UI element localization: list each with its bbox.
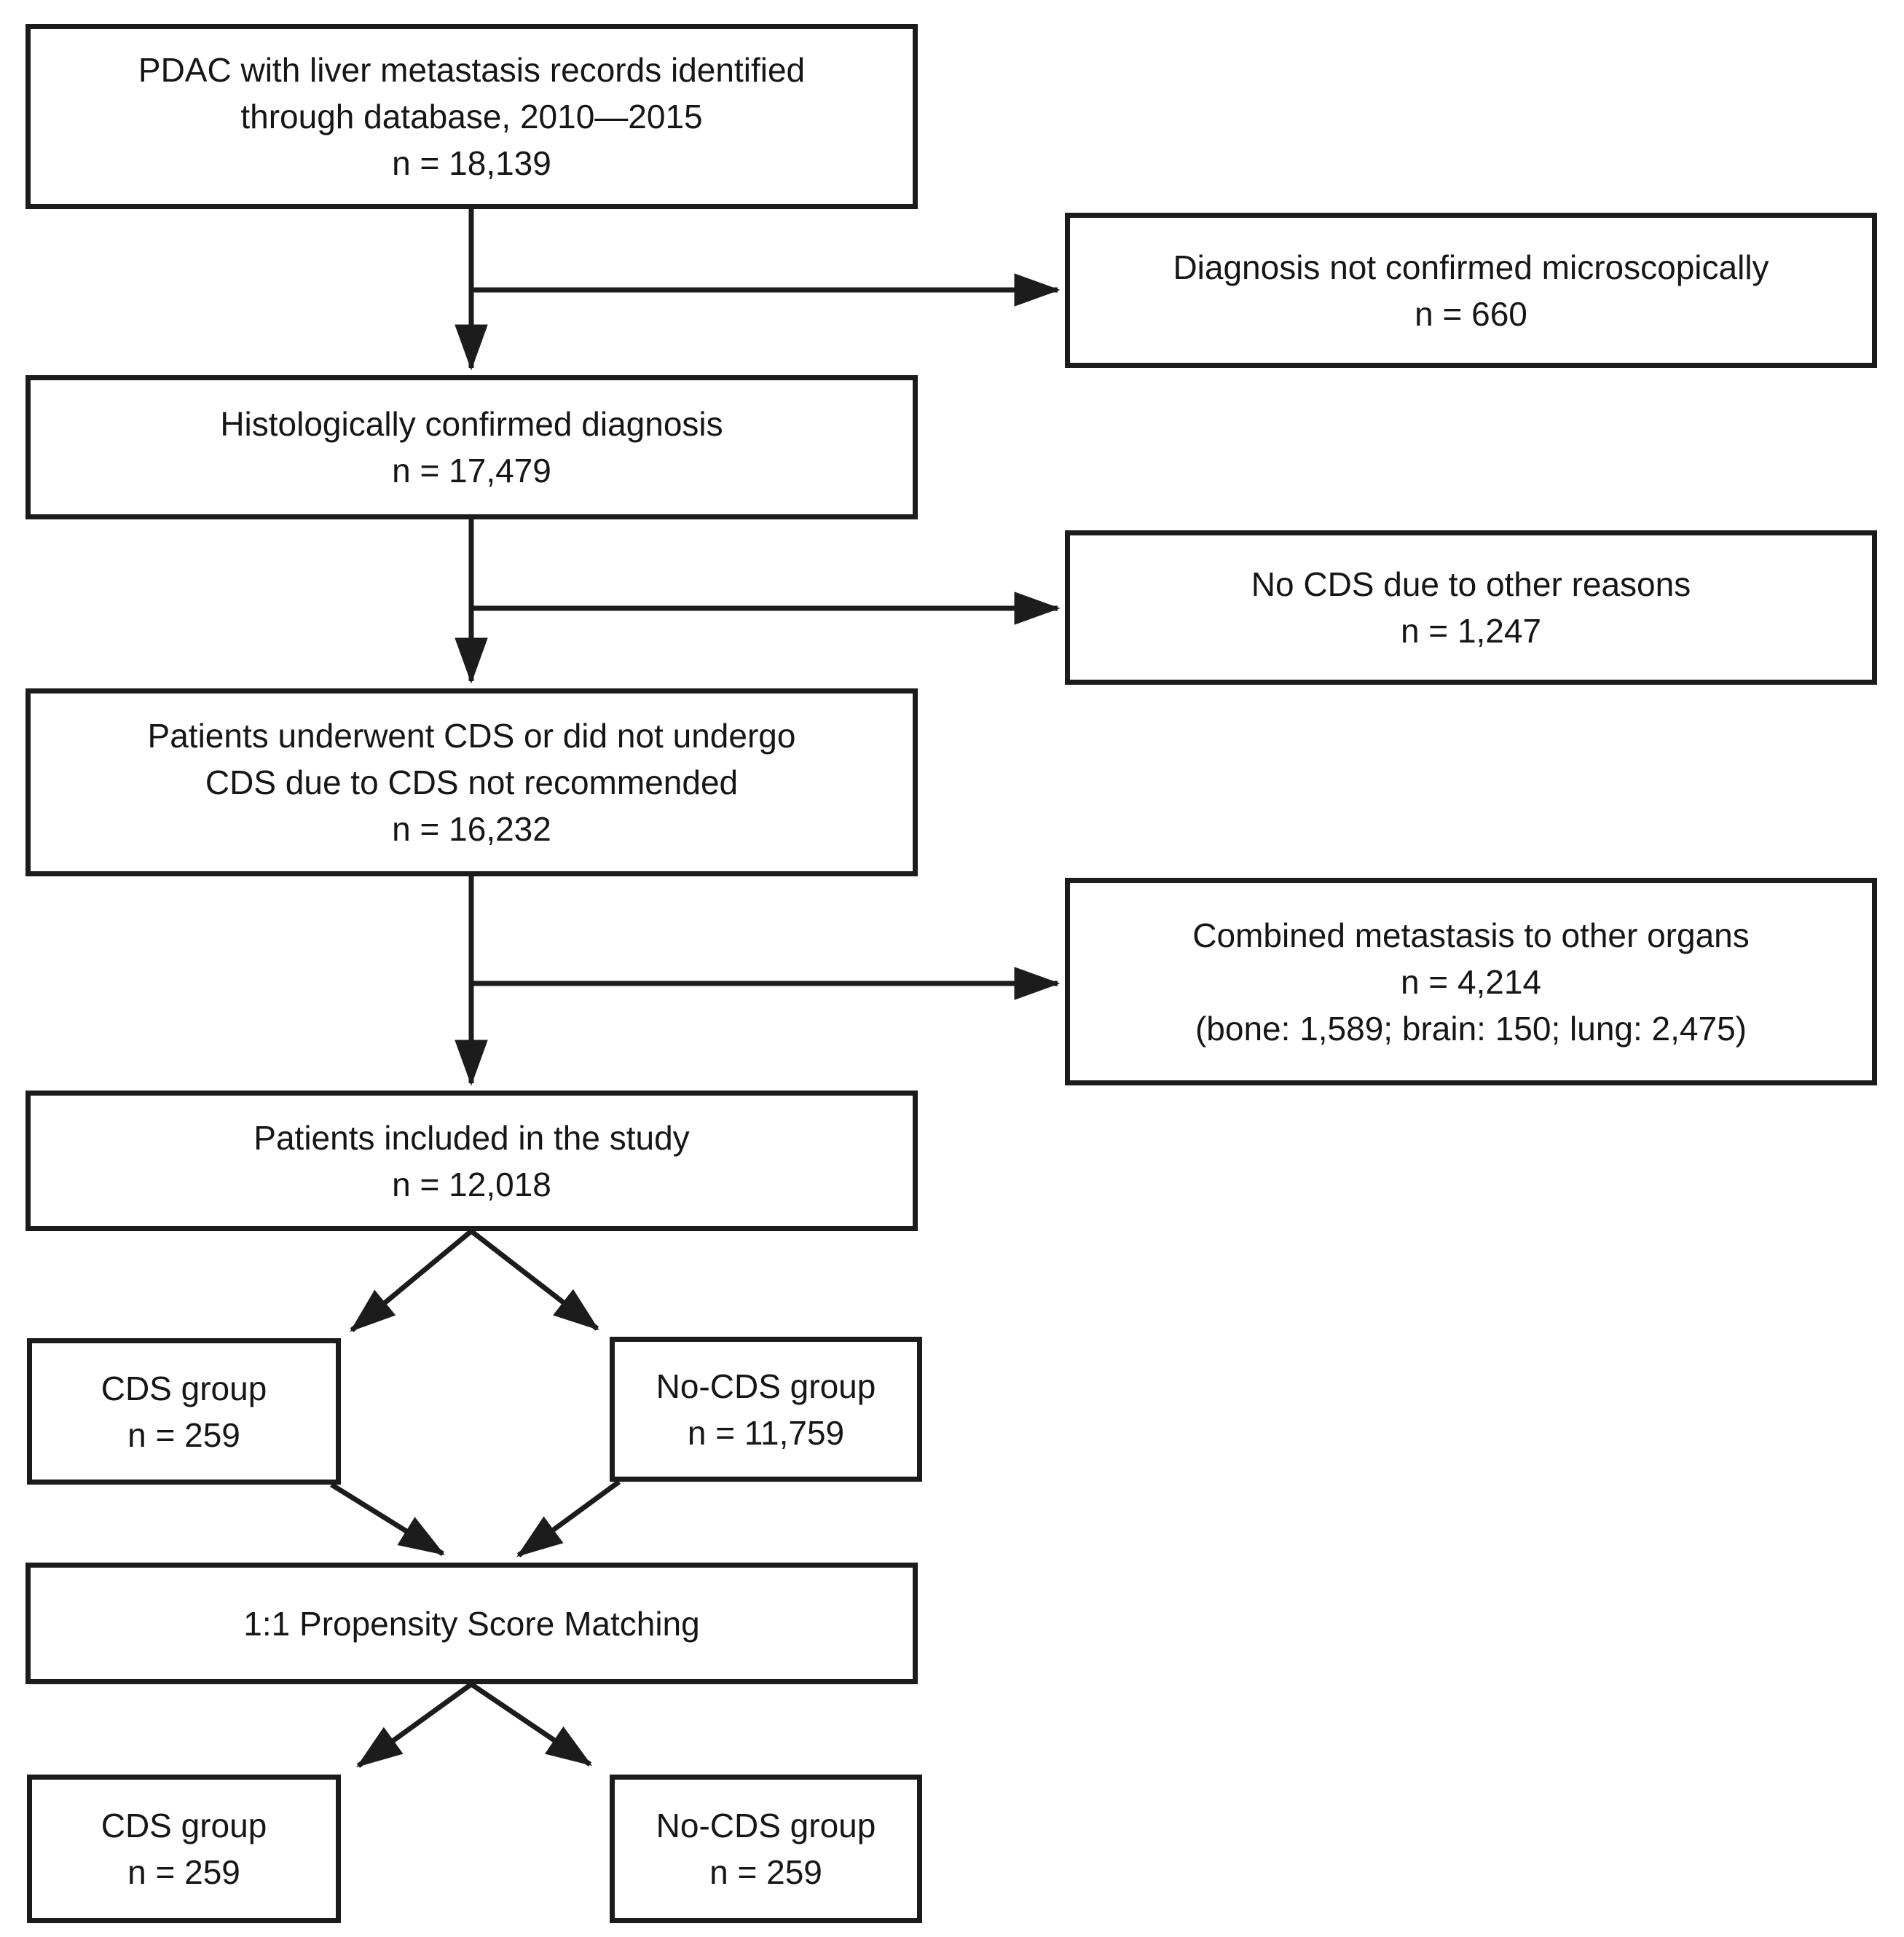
flow-box-diagnosis-not-confirmed: [1065, 213, 1877, 368]
flow-box-text-line: CDS group: [101, 1807, 267, 1844]
arrow-included-to-cds-group: [352, 1231, 471, 1330]
flow-box-text-line: Diagnosis not confirmed microscopically: [1173, 248, 1769, 286]
flow-box-patients-included: [25, 1091, 918, 1231]
flow-box-nocds-group-unmatched: [610, 1337, 922, 1482]
flow-box-cds-group-matched: [27, 1775, 341, 1923]
flow-box-propensity-matching: [25, 1563, 918, 1684]
flow-box-count: n = 4,214: [1400, 962, 1542, 1001]
flow-box-count: n = 259: [127, 1853, 240, 1891]
flow-box-text-line: No-CDS group: [656, 1367, 876, 1405]
flow-box-no-cds-other-reasons: [1065, 530, 1877, 685]
flow-box-count: n = 11,759: [687, 1413, 845, 1452]
flow-box-count: n = 16,232: [392, 810, 551, 848]
flow-box-text-line: Combined metastasis to other organs: [1192, 916, 1750, 954]
flow-box-count: n = 17,479: [392, 452, 551, 490]
flow-box-text-line: (bone: 1,589; brain: 150; lung: 2,475): [1195, 1009, 1747, 1048]
flow-box-text-line: No CDS due to other reasons: [1251, 565, 1691, 603]
flow-box-histologically-confirmed: [25, 375, 918, 519]
flow-box-text-line: 1:1 Propensity Score Matching: [243, 1604, 700, 1643]
flow-box-text-line: Patients included in the study: [253, 1118, 690, 1157]
flow-box-nocds-group-matched: [610, 1775, 922, 1923]
flow-box-text-line: through database, 2010—2015: [240, 98, 703, 135]
flow-box-count: n = 259: [127, 1415, 240, 1454]
flow-box-text-line: PDAC with liver metastasis records identified: [138, 51, 806, 89]
flow-box-cds-group-unmatched: [27, 1338, 341, 1485]
flow-box-text-line: Histologically confirmed diagnosis: [220, 405, 723, 443]
flow-box-text-line: Patients underwent CDS or did not undergo: [147, 717, 796, 755]
flow-box-combined-metastasis: [1065, 878, 1877, 1085]
arrow-included-to-nocds-group: [471, 1231, 597, 1329]
flow-box-count: n = 12,018: [392, 1165, 551, 1203]
flow-box-text-line: No-CDS group: [656, 1807, 876, 1844]
arrow-cds-group-to-psm: [331, 1485, 443, 1554]
arrow-nocds-group-to-psm: [519, 1482, 619, 1555]
flow-box-pdac-records: [25, 24, 918, 209]
flow-box-text-line: CDS group: [101, 1369, 267, 1407]
flow-box-count: n = 1,247: [1400, 612, 1542, 650]
flow-box-count: n = 18,139: [392, 144, 551, 182]
arrow-psm-to-nocds-group: [471, 1684, 590, 1764]
flow-box-count: n = 660: [1415, 294, 1527, 333]
flow-box-underwent-cds: [25, 688, 918, 876]
arrow-psm-to-cds-group: [358, 1684, 471, 1766]
flow-box-text-line: CDS due to CDS not recommended: [205, 763, 739, 801]
flow-box-count: n = 259: [709, 1853, 822, 1891]
